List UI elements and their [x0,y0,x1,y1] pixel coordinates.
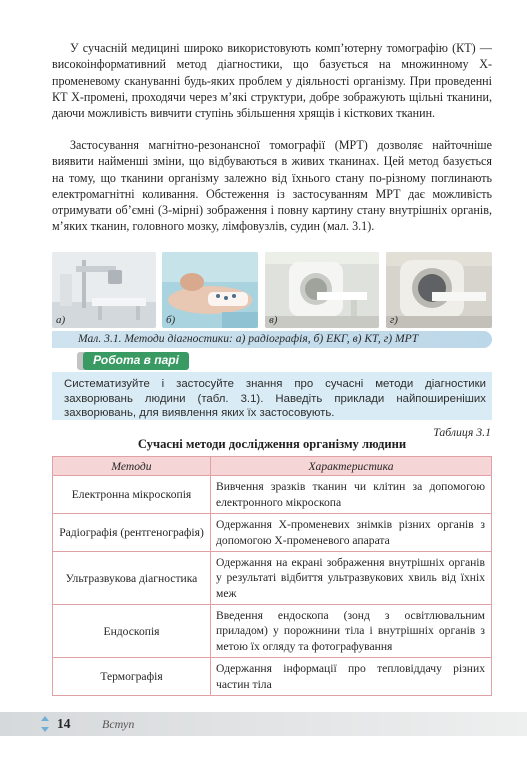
ct-scanner-image [265,252,379,328]
table-row [53,476,492,514]
table-cell-description: Введення ендоскопа (зонд з освітлювальним приладом) у порожнини тіла і внутрішніх органів з метою їх огляду та фотографування [211,605,492,658]
figure-caption: Мал. 3.1. Методи діагностики: а) радіографія, б) ЕКГ, в) КТ, г) МРТ [78,332,419,345]
table-cell-description: Одержання на екрані зображення внутрішніх органів у результаті відбиття ультразвукових хвиль від їхніх меж [211,552,492,605]
photo-mri [386,252,492,328]
pair-work-title: Робота в парі [93,353,179,367]
table-row [53,605,492,658]
table-label: Таблиця 3.1 [433,425,491,439]
paragraph-ct: У сучасній медицині широко використовують комп’ютерну томографію (КТ) — високоінформативний метод діагностики, що базується на множинному Х-променевому скануванні будь-яких проблем у діяльності організму. При проведенні КТ Х-промені, проходячи через м’які структури, добре зображують щільні тканини, даючи можливість вивчити ступінь збільшення хрящів і кісткових тканин. [52,41,492,121]
paragraph-mri: Застосування магнітно-резонансної томографії (МРТ) дозволяє найточніше виявити найменші зміни, що відбуваються в живих тканинах. Цей метод базується на тому, що тканини організму залежно від їхнього стану по-різному поглинають електромагнітні коливання. Обстеження із застосуванням МРТ дає можливість отримувати об’ємні (3-мірні) зображення і повну картину стану внутрішніх органів, м’яких тканин, головного мозку, лімфовузлів, судин (мал. 3.1). [52,138,492,234]
header-characteristic: Характеристика [211,457,492,476]
section-name: Вступ [102,717,135,731]
figure-caption-bar [52,331,492,348]
photo-label-b: б) [166,314,176,326]
table-cell-method: Радіографія (рентгенографія) [53,514,211,552]
table-row [53,514,492,552]
pair-work-task: Систематизуйте і застосуйте знання про сучасні методи діагностики захворювань людини (табл. 3.1). Наведіть приклади найпоширеніших захворювань, для виявлення яких їх застосовують. [52,372,492,420]
table-title: Сучасні методи дослідження організму людини [137,437,407,451]
photo-label-a: а) [56,314,66,326]
header-methods: Методи [53,457,211,476]
page-arrows-icon [40,715,50,733]
ecg-procedure-image [162,252,258,328]
photo-ct [265,252,379,328]
table-row [53,658,492,696]
table-cell-method: Електронна мікроскопія [53,476,211,514]
xray-machine-image [52,252,156,328]
photo-radiography [52,252,156,328]
mri-scanner-image [386,252,492,328]
page-footer [0,712,527,736]
photo-label-c: в) [269,314,278,326]
table-cell-description: Вивчення зразків тканин чи клітин за допомогою електронного мікроскопа [211,476,492,514]
page-number: 14 [57,716,71,731]
table-cell-method: Ультразвукова діагностика [53,552,211,605]
table-cell-description: Одержання інформації про тепловіддачу різних частин тіла [211,658,492,696]
photo-ecg [162,252,258,328]
methods-table [52,456,492,696]
figure-photos [52,252,492,328]
pair-work-badge [83,352,189,370]
photo-label-d: г) [390,314,398,326]
table-cell-method: Термографія [53,658,211,696]
table-cell-method: Ендоскопія [53,605,211,658]
table-row [53,552,492,605]
table-header-row [53,457,492,476]
table-cell-description: Одержання Х-променевих знімків різних органів з допомогою Х-променевого апарата [211,514,492,552]
